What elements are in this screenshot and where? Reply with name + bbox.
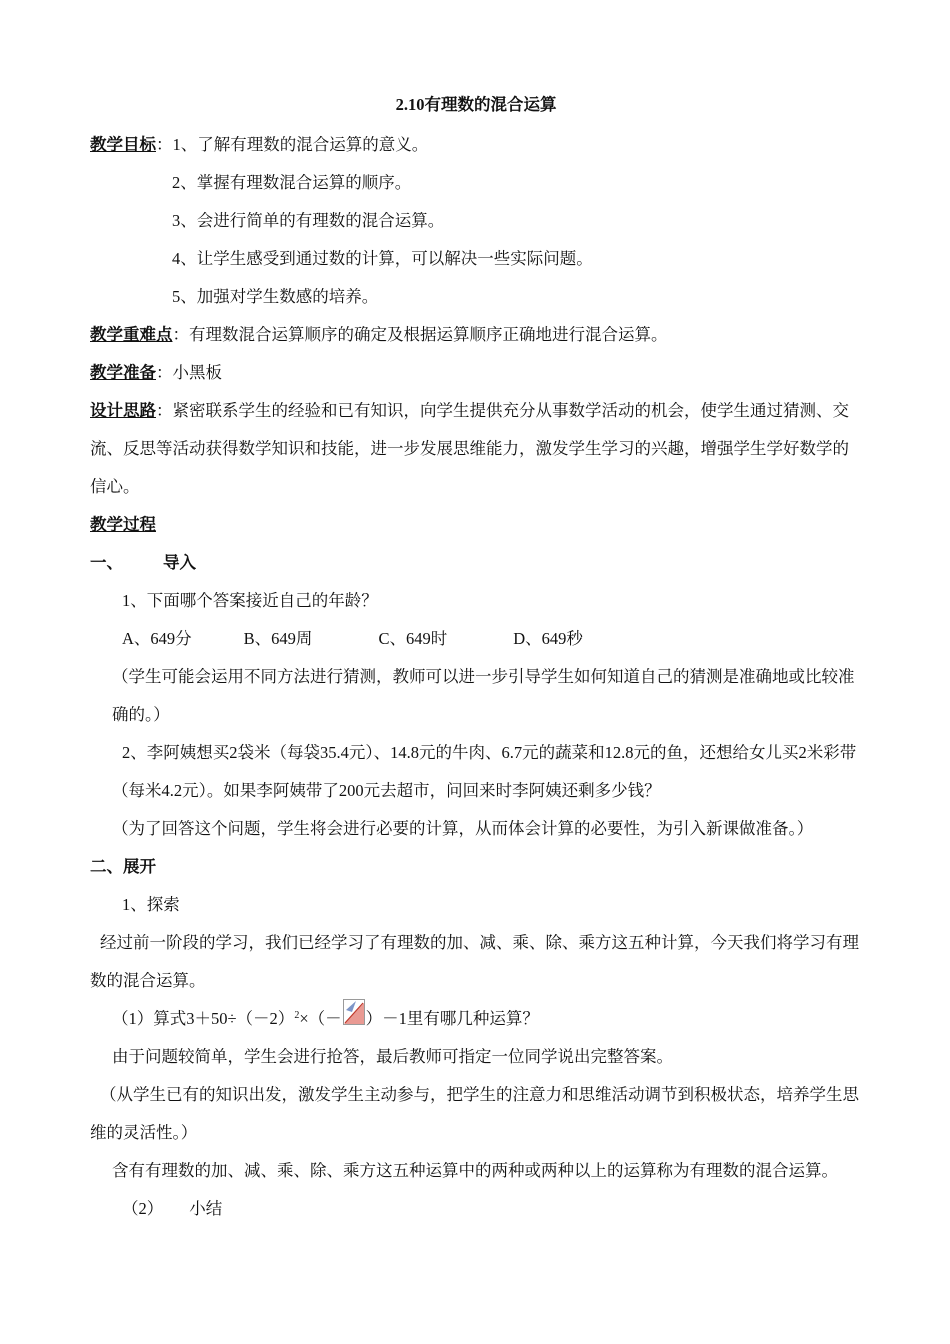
preparation-line: [90, 354, 862, 392]
embedded-fraction-image: [343, 999, 365, 1025]
design-paragraph: [90, 392, 862, 506]
definition-line: 含有有理数的加、减、乘、除、乘方这五种运算中的两种或两种以上的运算称为有理数的混合运算。: [112, 1161, 838, 1180]
option-c: C、649时: [378, 629, 448, 648]
summary-title: 小结: [189, 1199, 223, 1218]
design-label: 设计思路: [90, 401, 156, 420]
objectives-label: 教学目标: [90, 135, 156, 154]
explore-intro: 经过前一阶段的学习，我们已经学习了有理数的加、减、乘、除、乘方这五种计算，今天我们将学习有理数的混合运算。: [90, 933, 859, 990]
page-title: 2.10有理数的混合运算: [395, 95, 557, 114]
objective-item-4: 4、让学生感受到通过数的计算，可以解决一些实际问题。: [172, 249, 593, 268]
formula-mid: ×（－: [299, 1009, 342, 1028]
objectives-line-1: [90, 126, 862, 164]
options-line: [122, 620, 862, 658]
process-heading: 教学过程: [90, 515, 156, 534]
summary-number: （2）: [122, 1199, 164, 1218]
subsection-explore: 1、探索: [122, 895, 180, 914]
objective-item-5: 5、加强对学生数感的培养。: [172, 287, 379, 306]
formula-suffix: ）－1里有哪几种运算？: [365, 1009, 539, 1028]
teacher-note-2: （为了回答这个问题，学生将会进行必要的计算，从而体会计算的必要性，为引入新课做准备。）: [112, 819, 814, 838]
section-1-heading: [90, 544, 862, 582]
answer-note: 由于问题较简单，学生会进行抢答，最后教师可指定一位同学说出完整答案。: [112, 1047, 673, 1066]
teacher-note-1: （学生可能会运用不同方法进行猜测，教师可以进一步引导学生如何知道自己的猜测是准确地或比较准确的。）: [112, 667, 855, 724]
preparation-text: 小黑板: [172, 363, 222, 382]
formula-prefix: （1）算式3＋50÷（－2）: [112, 1009, 295, 1028]
subsection-summary: [122, 1190, 862, 1228]
design-text: 紧密联系学生的经验和已有知识，向学生提供充分从事数学活动的机会，使学生通过猜测、交流、反思等活动获得数学知识和技能，进一步发展思维能力，激发学生学习的兴趣，增强学生学好数学的信心。: [90, 401, 849, 496]
section-1-number: 一、: [90, 553, 123, 572]
objective-item-1: 1、了解有理数的混合运算的意义。: [172, 135, 429, 154]
preparation-label: 教学准备: [90, 363, 156, 382]
objective-item-3: 3、会进行简单的有理数的混合运算。: [172, 211, 445, 230]
preparation-colon: ：: [156, 363, 173, 382]
key-points-label: 教学重难点: [90, 325, 173, 344]
key-points-line: [90, 316, 862, 354]
section-2-heading: [90, 848, 862, 886]
option-d: D、649秒: [513, 629, 583, 648]
section-2-title: 展开: [123, 857, 156, 876]
objectives-colon: ：: [156, 135, 173, 154]
key-points-text: 有理数混合运算顺序的确定及根据运算顺序正确地进行混合运算。: [189, 325, 668, 344]
question-1: 1、下面哪个答案接近自己的年龄？: [122, 591, 378, 610]
formula-exponent: 2: [294, 1010, 300, 1021]
option-a: A、649分: [122, 629, 192, 648]
question-2: 2、李阿姨想买2袋米（每袋35.4元）、14.8元的牛肉、6.7元的蔬菜和12.8元的鱼，还想给女儿买2米彩带（每米4.2元）。如果李阿姨带了200元去超市，问回来时李阿姨还剩多少钱？: [112, 743, 857, 800]
section-2-number: 二、: [90, 857, 123, 876]
key-points-colon: ：: [172, 325, 189, 344]
teacher-note-3: （从学生已有的知识出发，激发学生主动参与，把学生的注意力和思维活动调节到积极状态，培养学生思维的灵活性。）: [90, 1085, 859, 1142]
design-colon: ：: [156, 401, 173, 420]
option-b: B、649周: [243, 629, 313, 648]
section-1-title: 导入: [163, 553, 196, 572]
formula-line: [112, 1000, 862, 1038]
objective-item-2: 2、掌握有理数混合运算的顺序。: [172, 173, 412, 192]
